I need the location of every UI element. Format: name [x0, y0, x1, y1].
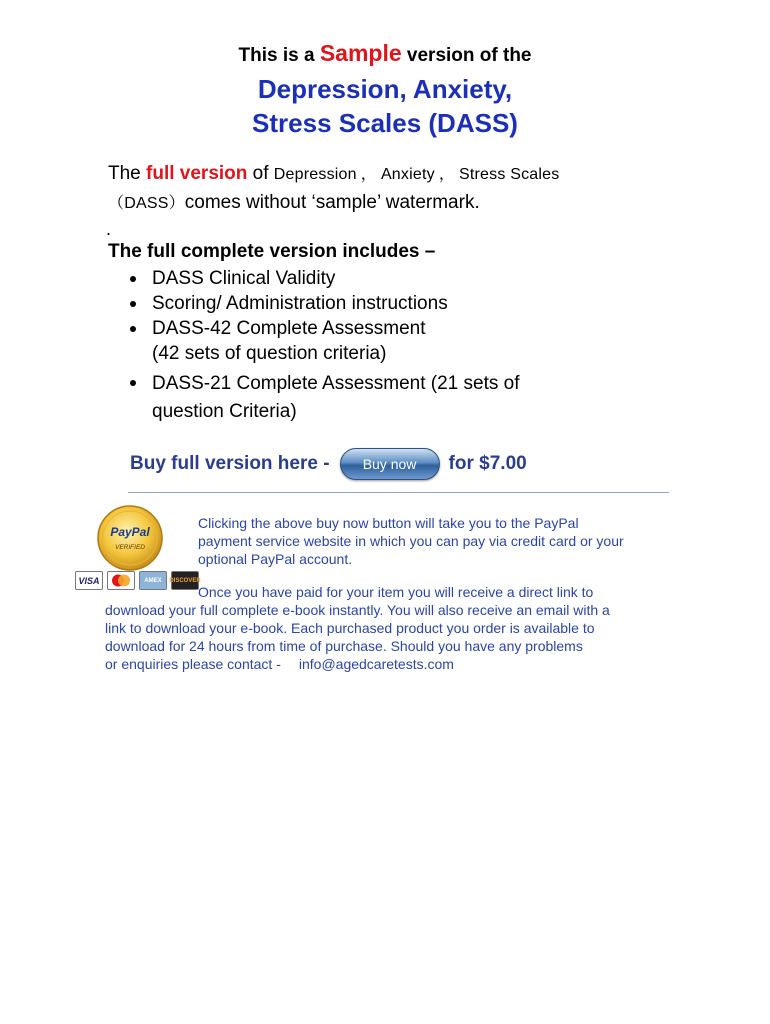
buy-prefix: Buy full version here - [130, 453, 330, 474]
buy-row [130, 446, 527, 482]
delivery-info-line: download your full complete e-book instantly. You will also receive an email with a [105, 602, 610, 618]
sample-notice-post: version of the [401, 45, 532, 66]
intro-sep-2: ， [438, 166, 456, 183]
intro-anxiety: Anxiety [380, 166, 435, 183]
intro-rest: comes without ‘sample’ watermark. [184, 192, 480, 213]
list-item-text: DASS-42 Complete Assessment [152, 318, 426, 339]
sample-word: Sample [319, 40, 402, 66]
sample-notice [0, 40, 770, 67]
list-item-text: Scoring/ Administration instructions [152, 293, 448, 314]
intro-paragraph [108, 160, 648, 218]
visa-card-icon: VISA [75, 571, 103, 590]
stray-dot: . [106, 219, 112, 239]
contact-email-link[interactable]: info@agedcaretests.com [298, 656, 454, 672]
delivery-info-line: Once you have paid for your item you will receive a direct link to [198, 584, 594, 600]
paypal-info-line: optional PayPal account. [198, 551, 353, 567]
title-line-2: Stress Scales (DASS) [252, 108, 518, 138]
delivery-info [105, 583, 675, 673]
contact-line [105, 655, 675, 673]
intro-the: The [108, 163, 147, 184]
discover-card-icon: DISCOVER [171, 571, 199, 590]
full-version-text: full version [146, 163, 248, 184]
intro-dass: （DASS） [108, 195, 185, 212]
list-item [128, 266, 588, 291]
paypal-info-line: payment service website in which you can pay via credit card or your [198, 533, 624, 549]
paypal-info [198, 514, 668, 568]
list-item-subtext: (42 sets of question criteria) [152, 343, 387, 364]
intro-depression: Depression [273, 166, 357, 183]
intro-of: of [247, 163, 274, 184]
buy-price: for $7.00 [448, 453, 527, 474]
divider [128, 492, 669, 493]
paypal-badge-status: VERIFIED [115, 544, 145, 551]
paypal-info-line: Clicking the above buy now button will take you to the PayPal [198, 515, 579, 531]
list-item-text: DASS Clinical Validity [152, 268, 336, 289]
buy-now-button[interactable]: Buy now [340, 448, 440, 480]
delivery-info-line: link to download your e-book. Each purchased product you order is available to [105, 620, 595, 636]
list-item-subtext: question Criteria) [152, 401, 297, 422]
list-item [128, 370, 588, 426]
includes-list [128, 266, 588, 426]
page-title [0, 72, 770, 140]
intro-sep-1: ， [360, 166, 377, 183]
sample-notice-pre: This is a [238, 45, 320, 66]
intro-stress: Stress Scales [459, 166, 560, 183]
list-item [128, 316, 588, 366]
list-item [128, 291, 588, 316]
title-line-1: Depression, Anxiety, [257, 74, 513, 104]
paypal-badge-brand: PayPal [110, 525, 150, 539]
amex-card-icon: AMEX [139, 571, 167, 590]
delivery-info-line: download for 24 hours from time of purchase. Should you have any problems [105, 638, 583, 654]
includes-heading: The full complete version includes – [108, 241, 436, 262]
list-item-text: DASS-21 Complete Assessment (21 sets of [152, 373, 520, 394]
contact-label: or enquiries please contact - [105, 656, 281, 672]
paypal-verified-badge-icon [96, 504, 164, 572]
